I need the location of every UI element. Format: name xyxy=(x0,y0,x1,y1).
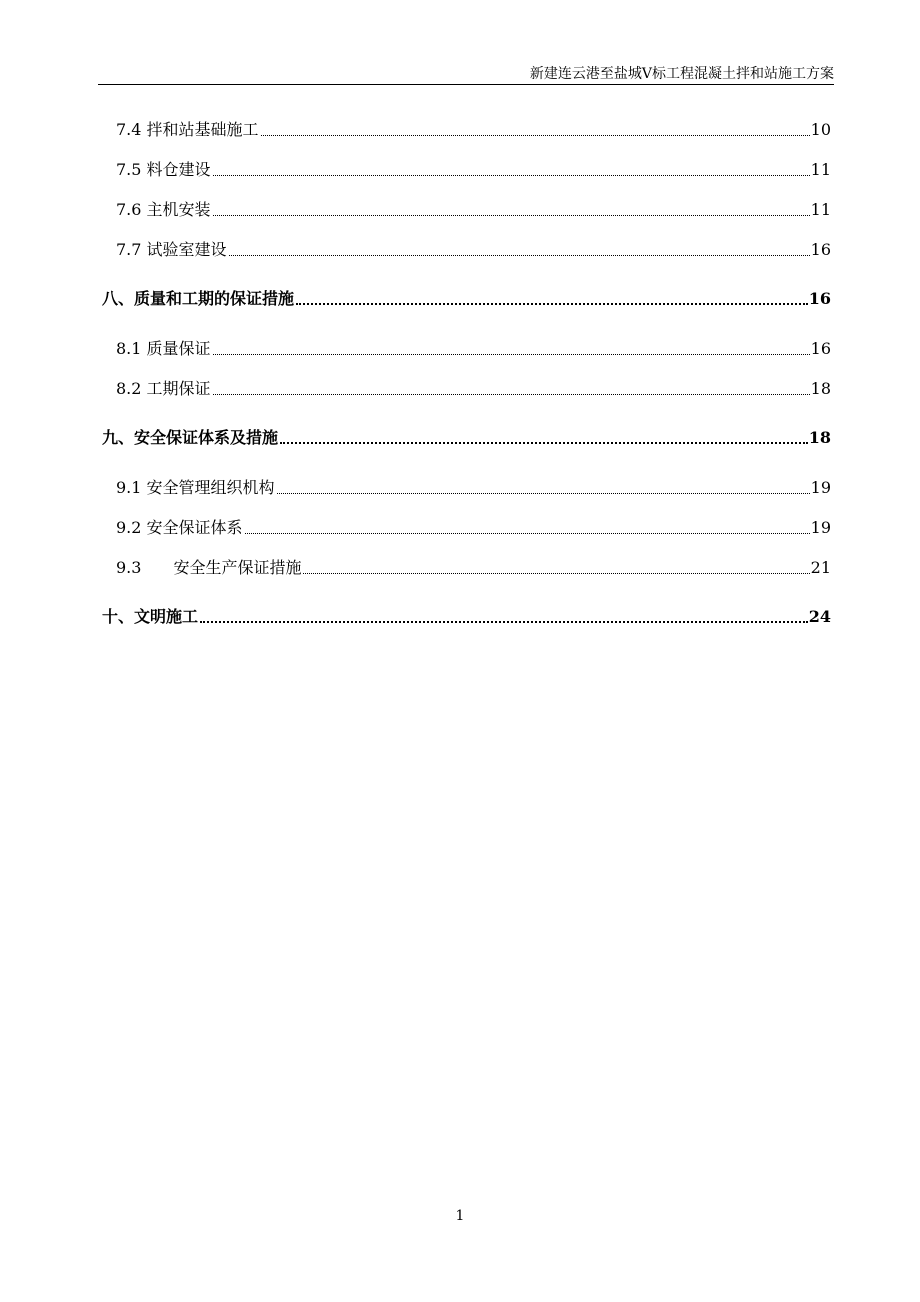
table-of-contents xyxy=(102,112,831,627)
header-title: 新建连云港至盐城Ⅴ标工程混凝土拌和站施工方案 xyxy=(529,66,834,82)
header-rule xyxy=(98,84,834,85)
toc-leader-dots xyxy=(213,175,810,176)
toc-entry-label: 7.6 主机安装 xyxy=(116,200,211,219)
toc-leader-dots xyxy=(229,255,810,256)
toc-entry-9-2[interactable] xyxy=(102,510,831,538)
toc-entry-label: 7.4 拌和站基础施工 xyxy=(116,120,259,139)
toc-leader-dots xyxy=(213,354,810,355)
toc-entry-chapter-9[interactable] xyxy=(102,420,831,448)
toc-entry-label: 7.7 试验室建设 xyxy=(116,240,227,259)
toc-entry-7-5[interactable] xyxy=(102,152,831,180)
toc-entry-label: 7.5 料仓建设 xyxy=(116,160,211,179)
toc-entry-page: 16 xyxy=(808,289,831,308)
toc-entry-label: 九、安全保证体系及措施 xyxy=(102,428,279,447)
toc-entry-8-1[interactable] xyxy=(102,331,831,359)
toc-entry-page: 10 xyxy=(810,120,831,139)
toc-entry-7-7[interactable] xyxy=(102,232,831,260)
toc-leader-dots xyxy=(296,303,808,305)
toc-entry-label: 8.1 质量保证 xyxy=(116,339,211,358)
toc-entry-label: 八、质量和工期的保证措施 xyxy=(102,289,295,308)
toc-leader-dots xyxy=(303,573,809,574)
toc-entry-page: 11 xyxy=(810,160,831,179)
toc-leader-dots xyxy=(277,493,810,494)
toc-entry-page: 24 xyxy=(808,607,831,626)
toc-leader-dots xyxy=(200,621,808,623)
toc-entry-page: 11 xyxy=(810,200,831,219)
page-number: 1 xyxy=(455,1208,465,1224)
toc-entry-page: 18 xyxy=(810,379,831,398)
toc-entry-label: 9.3 安全生产保证措施 xyxy=(116,558,302,577)
toc-leader-dots xyxy=(280,442,808,444)
toc-entry-7-4[interactable] xyxy=(102,112,831,140)
toc-entry-9-3[interactable] xyxy=(102,550,831,578)
toc-leader-dots xyxy=(213,394,810,395)
toc-entry-page: 16 xyxy=(810,240,831,259)
toc-entry-label: 8.2 工期保证 xyxy=(116,379,211,398)
toc-entry-label: 9.1 安全管理组织机构 xyxy=(116,478,275,497)
toc-entry-page: 21 xyxy=(810,558,831,577)
toc-entry-label: 9.2 安全保证体系 xyxy=(116,518,243,537)
toc-entry-page: 19 xyxy=(810,518,831,537)
toc-leader-dots xyxy=(261,135,810,136)
toc-entry-label: 十、文明施工 xyxy=(102,607,199,626)
toc-entry-chapter-10[interactable] xyxy=(102,599,831,627)
toc-leader-dots xyxy=(245,533,810,534)
toc-entry-page: 18 xyxy=(808,428,831,447)
toc-entry-page: 19 xyxy=(810,478,831,497)
toc-entry-7-6[interactable] xyxy=(102,192,831,220)
toc-entry-chapter-8[interactable] xyxy=(102,281,831,309)
toc-entry-page: 16 xyxy=(810,339,831,358)
toc-leader-dots xyxy=(213,215,810,216)
toc-entry-8-2[interactable] xyxy=(102,371,831,399)
toc-entry-9-1[interactable] xyxy=(102,470,831,498)
